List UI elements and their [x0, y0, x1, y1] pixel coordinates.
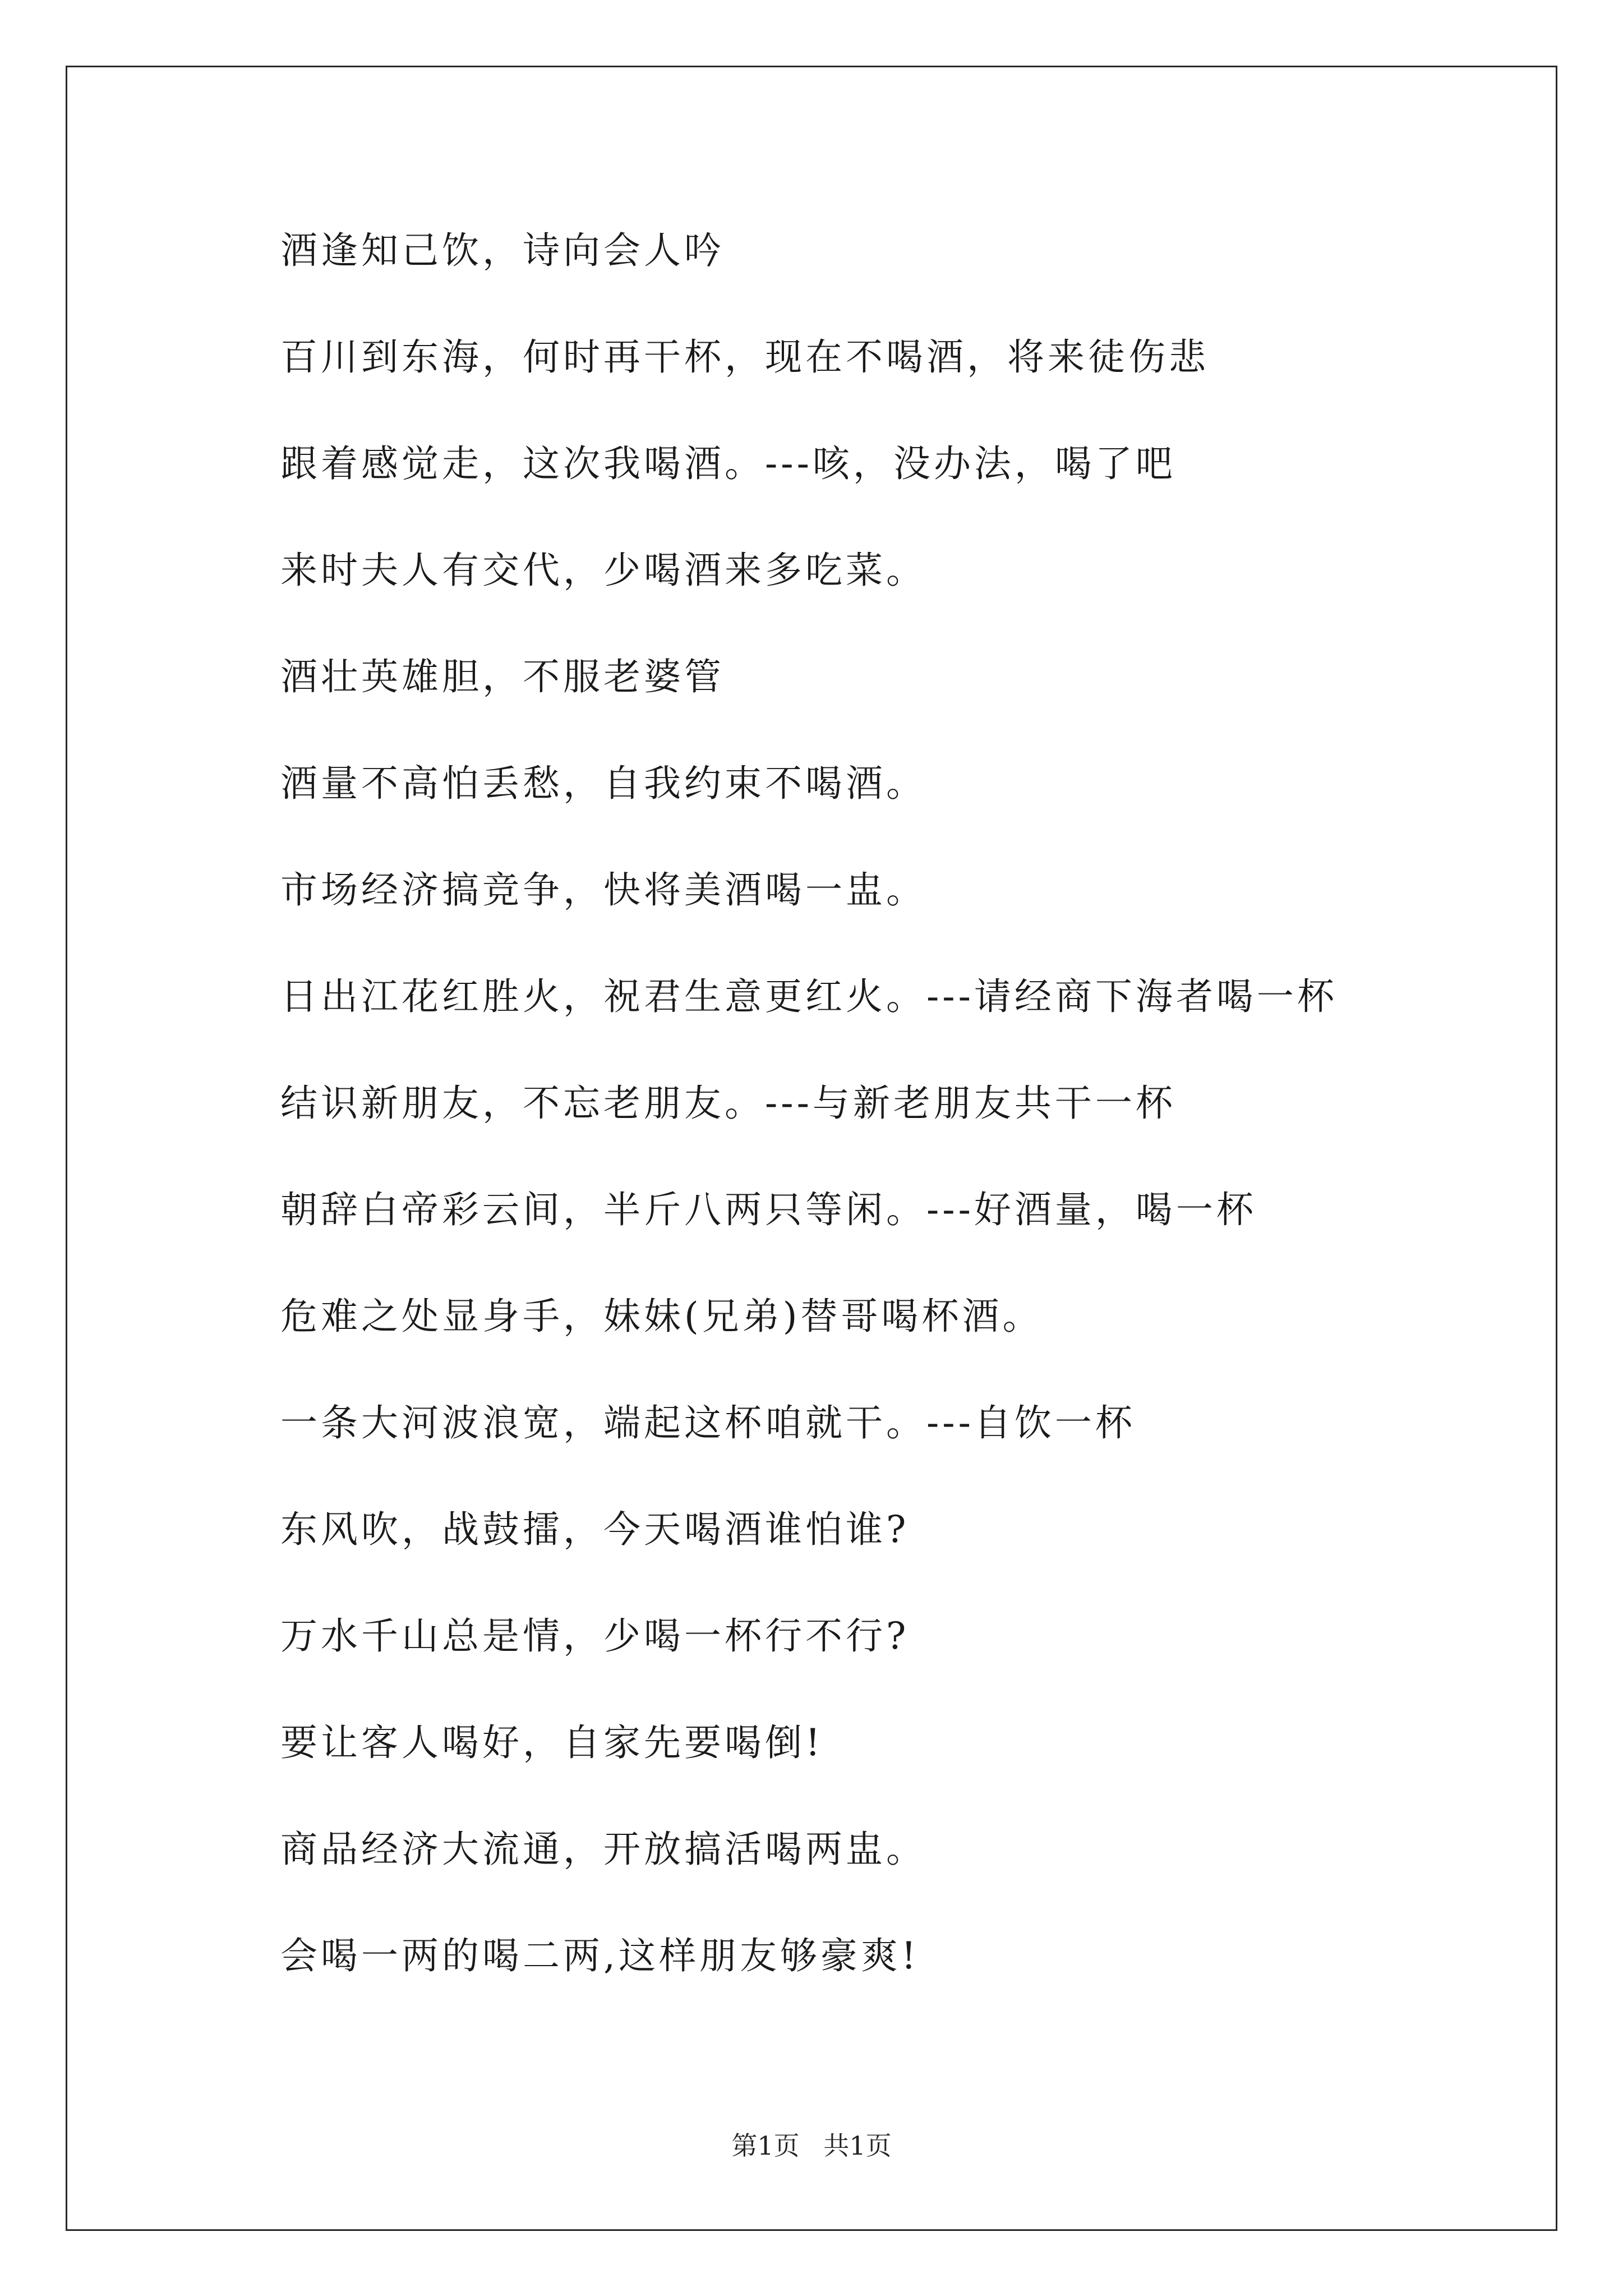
page-number-total: 共1页 [823, 2131, 892, 2161]
text-line: 日出江花红胜火，祝君生意更红火。---请经商下海者喝一杯 [280, 975, 1338, 1018]
text-line: 酒逢知己饮，诗向会人吟 [280, 229, 725, 272]
text-line: 要让客人喝好，自家先要喝倒! [280, 1721, 824, 1764]
text-line: 跟着感觉走，这次我喝酒。---咳，没办法，喝了吧 [280, 442, 1176, 485]
text-line: 万水千山总是情，少喝一杯行不行? [280, 1614, 910, 1658]
page-number-current: 第1页 [731, 2131, 800, 2161]
page-footer [0, 2129, 1623, 2162]
text-line: 朝辞白帝彩云间，半斤八两只等闲。---好酒量，喝一杯 [280, 1188, 1257, 1231]
text-line: 危难之处显身手，妹妹(兄弟)替哥喝杯酒。 [280, 1295, 1043, 1338]
text-line: 市场经济搞竞争，快将美酒喝一盅。 [280, 868, 926, 912]
text-line: 会喝一两的喝二两,这样朋友够豪爽! [280, 1934, 920, 1977]
text-line: 酒量不高怕丢愁，自我约束不喝酒。 [280, 762, 926, 805]
text-line: 一条大河波浪宽，端起这杯咱就干。---自饮一杯 [280, 1401, 1136, 1444]
text-line: 百川到东海，何时再干杯，现在不喝酒，将来徒伤悲 [280, 335, 1209, 379]
text-line: 结识新朋友，不忘老朋友。---与新老朋友共干一杯 [280, 1082, 1176, 1125]
text-line: 商品经济大流通，开放搞活喝两盅。 [280, 1828, 926, 1871]
text-line: 来时夫人有交代，少喝酒来多吃菜。 [280, 549, 926, 592]
document-body [280, 223, 1338, 2035]
text-line: 东风吹，战鼓擂，今天喝酒谁怕谁? [280, 1508, 910, 1551]
text-line: 酒壮英雄胆，不服老婆管 [280, 655, 725, 698]
